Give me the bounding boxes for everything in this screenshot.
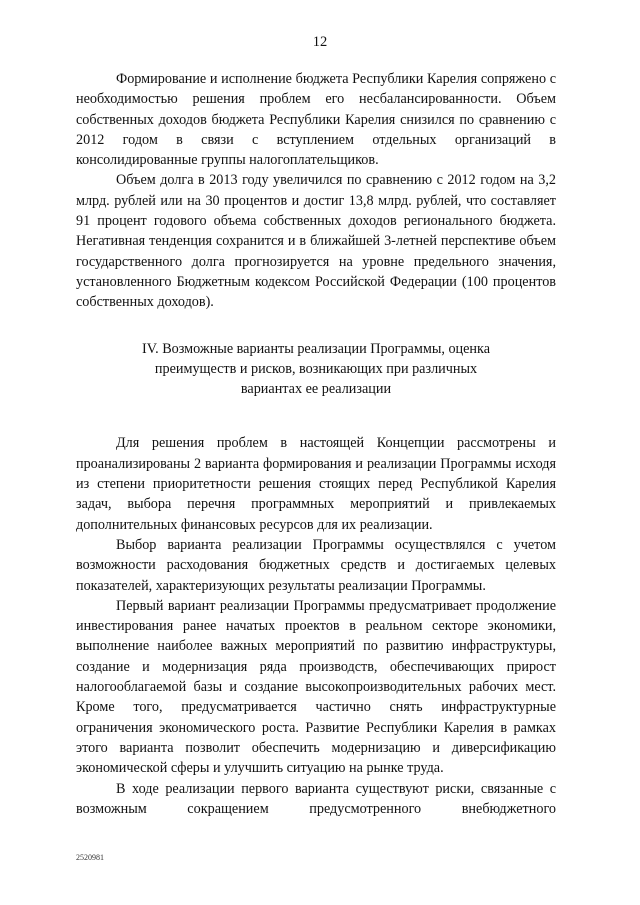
paragraph-choice: Выбор варианта реализации Программы осуществлялся с учетом возможности расходования бюджетных средств и достигаемых целевых показателей, характеризующих результаты реализации Программы. [76,536,556,594]
section-heading [76,339,556,400]
page-number: 12 [312,34,328,50]
section-heading-line: преимуществ и рисков, возникающих при различных [154,360,478,377]
section-spacer [76,399,556,433]
document-body [76,69,556,819]
paragraph-risks: В ходе реализации первого варианта существуют риски, связанные с возможным сокращением предусмотренного внебюджетного [76,780,556,817]
paragraph-debt: Объем долга в 2013 году увеличился по сравнению с 2012 годом на 3,2 млрд. рублей или на 30 процентов и достиг 13,8 млрд. рублей, что составляет 91 процент годового объема собственных доходов регионального бюджета. Негативная тенденция сохранится и в ближайшей 3-летней перспективе объем государственного долга прогнозируется на уровне предельного значения, установленного Бюджетным кодексом Российской Федерации (100 процентов собственных доходов). [76,172,556,311]
paragraph-first-variant: Первый вариант реализации Программы предусматривает продолжение инвестирования ранее начатых проектов в реальном секторе экономики, выполнение наиболее важных мероприятий по развитию инфраструктуры, создание и модернизация ряда производств, обеспечивающих прирост налогооблагаемой базы и создание высокопроизводительных рабочих мест. Кроме того, предусматривается частично снять инфраструктурные ограничения экономического роста. Развитие Республики Карелия в рамках этого варианта позволит обеспечить модернизацию и диверсификацию экономической сферы и улучшить ситуацию на рынке труда. [76,597,556,777]
paragraph-variants: Для решения проблем в настоящей Концепции рассмотрены и проанализированы 2 варианта формирования и реализации Программы исходя из степени приоритетности решения стоящих перед Республикой Карелия задач, выбора перечня программных мероприятий и привлекаемых дополнительных финансовых ресурсов для их реализации. [76,435,556,533]
document-code: 2520981 [76,853,104,862]
section-heading-line: вариантах ее реализации [240,381,392,398]
paragraph-budget: Формирование и исполнение бюджета Республики Карелия сопряжено с необходимостью решения проблем его несбалансированности. Объем собственных доходов бюджета Республики Карелия снизился по сравнению с 2012 годом в связи с вступлением отдельных организаций в консолидированные группы налогоплательщиков. [76,71,556,169]
section-heading-line: IV. Возможные варианты реализации Программы, оценка [141,340,490,357]
